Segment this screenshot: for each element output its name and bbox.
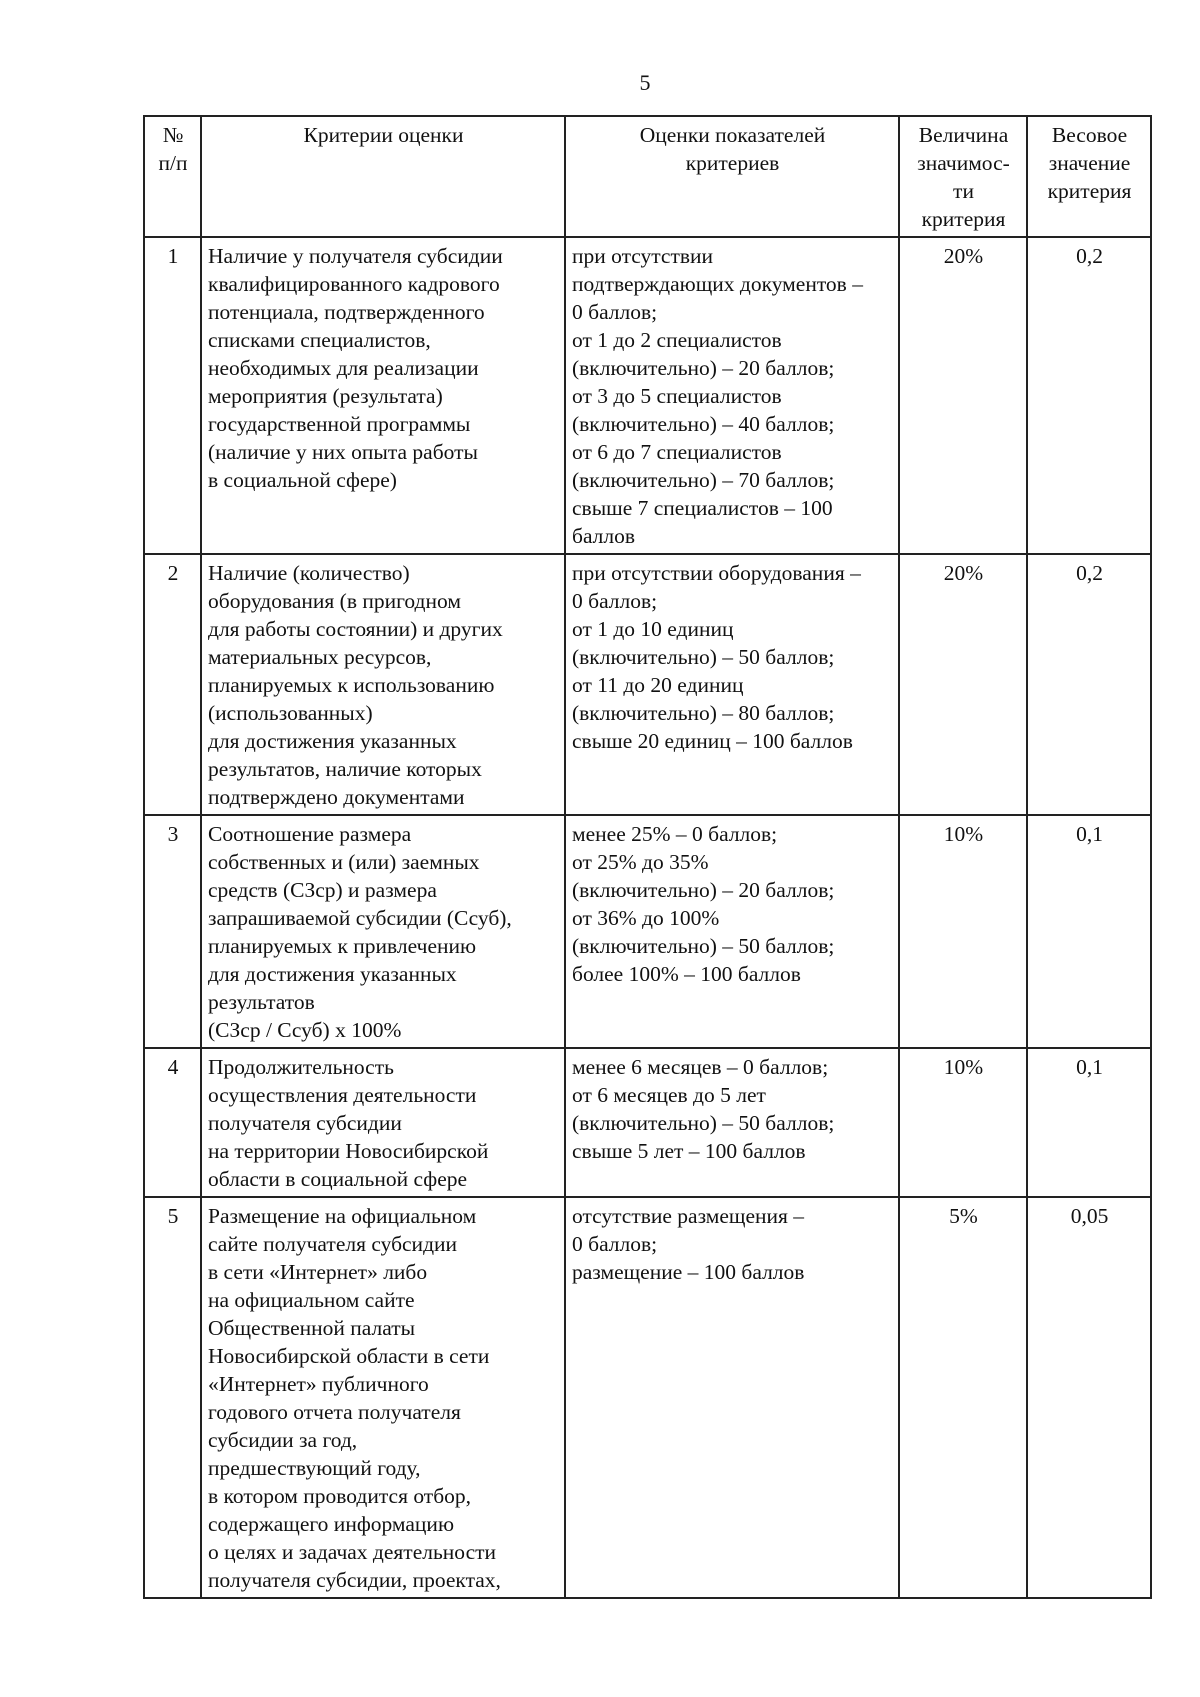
text-line: государственной программы [208,412,471,436]
text-line: 0 баллов; [572,1232,658,1256]
text-line: значимос- [917,151,1010,175]
criteria-cell [201,237,565,554]
text-line: подтверждено документами [208,785,465,809]
text-line: в сети «Интернет» либо [208,1260,428,1284]
table-header-row [144,116,1151,237]
text-line: на официальном сайте [208,1288,415,1312]
text-line: (включительно) – 50 баллов; [572,1111,835,1135]
row-number: 4 [144,1048,201,1197]
text-line: ти [953,179,974,203]
header-criteria [201,116,565,237]
table-body [144,237,1151,1598]
text-line: размещение – 100 баллов [572,1260,805,1284]
table-row [144,554,1151,815]
text-line: предшествующий году, [208,1456,421,1480]
table-row [144,1197,1151,1598]
table-row [144,815,1151,1048]
text-line: от 11 до 20 единиц [572,673,744,697]
text-line: в котором проводится отбор, [208,1484,472,1508]
text-line: для достижения указанных [208,729,457,753]
text-line: Продолжительность [208,1055,394,1079]
criteria-cell [201,815,565,1048]
text-line: подтверждающих документов – [572,272,863,296]
header-scores [565,116,899,237]
criteria-cell [201,1048,565,1197]
text-line: Весовое [1051,123,1128,147]
weight-cell: 0,2 [1027,237,1151,554]
text-line: о целях и задачах деятельности [208,1540,497,1564]
text-line: 0 баллов; [572,300,658,324]
row-number: 1 [144,237,201,554]
text-line: отсутствие размещения – [572,1204,805,1228]
text-line: Общественной палаты [208,1316,416,1340]
significance-cell: 20% [899,237,1027,554]
text-line: в социальной сфере) [208,468,397,492]
text-line: Оценки показателей [639,123,826,147]
text-line: от 25% до 35% [572,850,709,874]
text-line: № [162,123,184,147]
text-line: результатов, наличие которых [208,757,482,781]
text-line: получателя субсидии [208,1111,402,1135]
text-line: планируемых к использованию [208,673,495,697]
text-line: критерия [921,207,1006,231]
table-row [144,237,1151,554]
text-line: необходимых для реализации [208,356,479,380]
text-line: получателя субсидии, проектах, [208,1568,501,1592]
text-line: менее 6 месяцев – 0 баллов; [572,1055,829,1079]
text-line: свыше 5 лет – 100 баллов [572,1139,806,1163]
row-number: 3 [144,815,201,1048]
text-line: (включительно) – 80 баллов; [572,701,835,725]
header-num [144,116,201,237]
criteria-table [143,115,1152,1599]
text-line: содержащего информацию [208,1512,455,1536]
text-line: квалифицированного кадрового [208,272,500,296]
text-line: менее 25% – 0 баллов; [572,822,778,846]
text-line: 0 баллов; [572,589,658,613]
text-line: (включительно) – 50 баллов; [572,934,835,958]
text-line: свыше 7 специалистов – 100 [572,496,833,520]
text-line: (использованных) [208,701,373,725]
text-line: значение [1048,151,1131,175]
text-line: Наличие (количество) [208,561,410,585]
text-line: потенциала, подтвержденного [208,300,485,324]
text-line: критерия [1047,179,1132,203]
text-line: области в социальной сфере [208,1167,468,1191]
scores-cell [565,815,899,1048]
text-line: (СЗср / Ссуб) х 100% [208,1018,402,1042]
criteria-cell [201,554,565,815]
text-line: от 1 до 10 единиц [572,617,734,641]
header-significance [899,116,1027,237]
text-line: средств (СЗср) и размера [208,878,437,902]
significance-cell: 20% [899,554,1027,815]
page-number: 5 [639,70,651,95]
text-line: годового отчета получателя [208,1400,461,1424]
text-line: (наличие у них опыта работы [208,440,478,464]
text-line: более 100% – 100 баллов [572,962,801,986]
text-line: критериев [685,151,780,175]
weight-cell: 0,1 [1027,815,1151,1048]
significance-cell: 10% [899,815,1027,1048]
text-line: списками специалистов, [208,328,431,352]
text-line: Наличие у получателя субсидии [208,244,503,268]
text-line: (включительно) – 50 баллов; [572,645,835,669]
text-line: от 6 месяцев до 5 лет [572,1083,766,1107]
text-line: Размещение на официальном [208,1204,477,1228]
text-line: для работы состоянии) и других [208,617,503,641]
text-line: (включительно) – 40 баллов; [572,412,835,436]
text-line: (включительно) – 20 баллов; [572,878,835,902]
text-line: Критерии оценки [303,123,464,147]
weight-cell: 0,05 [1027,1197,1151,1598]
text-line: от 6 до 7 специалистов [572,440,782,464]
text-line: результатов [208,990,315,1014]
text-line: п/п [158,151,188,175]
text-line: от 36% до 100% [572,906,720,930]
text-line: собственных и (или) заемных [208,850,480,874]
text-line: свыше 20 единиц – 100 баллов [572,729,853,753]
row-number: 2 [144,554,201,815]
scores-cell [565,1048,899,1197]
text-line: от 1 до 2 специалистов [572,328,782,352]
text-line: Величина [918,123,1009,147]
row-number: 5 [144,1197,201,1598]
text-line: осуществления деятельности [208,1083,477,1107]
table-row [144,1048,1151,1197]
weight-cell: 0,2 [1027,554,1151,815]
text-line: запрашиваемой субсидии (Ссуб), [208,906,512,930]
text-line: Соотношение размера [208,822,412,846]
text-line: баллов [572,524,636,548]
text-line: при отсутствии [572,244,714,268]
text-line: мероприятия (результата) [208,384,443,408]
text-line: планируемых к привлечению [208,934,477,958]
scores-cell [565,1197,899,1598]
header-weight [1027,116,1151,237]
weight-cell: 0,1 [1027,1048,1151,1197]
text-line: при отсутствии оборудования – [572,561,861,585]
criteria-cell [201,1197,565,1598]
text-line: для достижения указанных [208,962,457,986]
text-line: (включительно) – 70 баллов; [572,468,835,492]
text-line: (включительно) – 20 баллов; [572,356,835,380]
text-line: от 3 до 5 специалистов [572,384,782,408]
text-line: на территории Новосибирской [208,1139,489,1163]
scores-cell [565,554,899,815]
text-line: оборудования (в пригодном [208,589,461,613]
text-line: материальных ресурсов, [208,645,432,669]
significance-cell: 5% [899,1197,1027,1598]
significance-cell: 10% [899,1048,1027,1197]
text-line: сайте получателя субсидии [208,1232,458,1256]
text-line: Новосибирской области в сети [208,1344,490,1368]
text-line: «Интернет» публичного [208,1372,429,1396]
scores-cell [565,237,899,554]
text-line: субсидии за год, [208,1428,358,1452]
